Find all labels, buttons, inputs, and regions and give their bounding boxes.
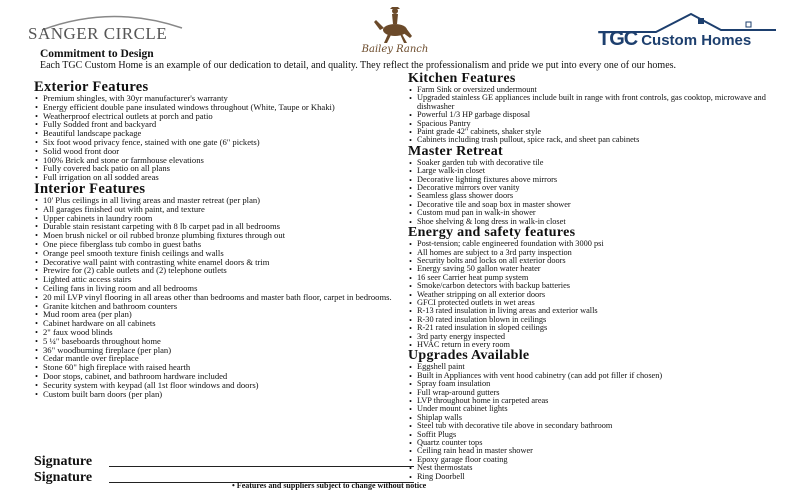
feature-item: • R-30 rated insulation blown in ceilings	[408, 316, 778, 324]
tgc-custom-homes-logo	[596, 10, 786, 50]
feature-item: • Lighted attic access stairs	[34, 275, 394, 284]
sanger-circle-logo	[28, 24, 198, 44]
section-title: Master Retreat	[408, 143, 504, 159]
feature-item: • Large walk-in closet	[408, 167, 778, 175]
feature-item: • HVAC return in every room	[408, 341, 778, 349]
feature-section	[34, 182, 394, 398]
feature-item: • Post-tension; cable engineered foundation with 3000 psi	[408, 240, 778, 248]
feature-item: • Energy saving 50 gallon water heater	[408, 265, 778, 273]
feature-item: • Upper cabinets in laundry room	[34, 214, 394, 223]
feature-item: • Solid wood front door	[34, 147, 394, 156]
feature-list	[408, 159, 778, 226]
feature-item: • Ceiling rain head in master shower	[408, 447, 778, 455]
tgc-logo-custom-homes: Custom Homes	[641, 32, 752, 49]
feature-item: • One piece fiberglass tub combo in guest baths	[34, 240, 394, 249]
section-title: Energy and safety features	[408, 225, 576, 241]
feature-item: • Farm Sink or oversized undermount	[408, 86, 778, 94]
right-column	[408, 72, 778, 481]
feature-item: • Paint grade 42" cabinets, shaker style	[408, 128, 778, 136]
feature-item: • Cabinet hardware on all cabinets	[34, 319, 394, 328]
feature-item: • Security system with keypad (all 1st floor windows and doors)	[34, 381, 394, 390]
feature-item: • Durable stain resistant carpeting with 8 lb carpet pad in all bedrooms	[34, 222, 394, 231]
feature-item: • 100% Brick and stone or farmhouse elevations	[34, 156, 394, 165]
feature-item: • Ring Doorbell	[408, 473, 778, 481]
feature-item: • GFCI protected outlets in wet areas	[408, 299, 778, 307]
commitment-body: Each TGC Custom Home is an example of our dedication to detail, and quality. They reflect the professionalism and pride we put into every one of our homes.	[40, 60, 677, 71]
feature-item: • 20 mil LVP vinyl flooring in all areas other than bedrooms and master bath floor, carpet in bedrooms.	[34, 293, 394, 302]
feature-section	[34, 80, 394, 182]
feature-item: • Decorative wall paint with contrasting white enamel doors & trim	[34, 258, 394, 267]
feature-item: • Powerful 1/3 HP garbage disposal	[408, 111, 778, 119]
feature-item: • Moen brush nickel or oil rubbed bronze plumbing fixtures through out	[34, 231, 394, 240]
feature-item: • Shiplap walls	[408, 414, 778, 422]
feature-item: • 5 ¼" baseboards throughout home	[34, 337, 394, 346]
feature-list	[408, 363, 778, 481]
bailey-ranch-logo-text: Bailey Ranch	[361, 44, 429, 55]
feature-item: • Premium shingles, with 30yr manufacturer's warranty	[34, 94, 394, 103]
left-column	[34, 80, 394, 398]
feature-item: • R-13 rated insulation in living areas and exterior walls	[408, 307, 778, 315]
feature-item: • 3rd party energy inspected	[408, 333, 778, 341]
feature-item: • 36" woodburning fireplace (per plan)	[34, 346, 394, 355]
feature-item: • 10' Plus ceilings in all living areas and master retreat (per plan)	[34, 196, 394, 205]
feature-item: • 2" faux wood blinds	[34, 328, 394, 337]
feature-section	[408, 72, 778, 145]
feature-section	[408, 145, 778, 226]
feature-item: • Soaker garden tub with decorative tile	[408, 159, 778, 167]
feature-item: • Under mount cabinet lights	[408, 405, 778, 413]
feature-item: • Nest thermostats	[408, 464, 778, 472]
sanger-circle-logo-text: SANGER CIRCLE	[28, 24, 168, 43]
feature-item: • Decorative tile and soap box in master shower	[408, 201, 778, 209]
feature-item: • Seamless glass shower doors	[408, 192, 778, 200]
feature-list	[34, 196, 394, 398]
feature-item: • Epoxy garage floor coating	[408, 456, 778, 464]
feature-item: • Quartz counter tops	[408, 439, 778, 447]
feature-item: • Full wrap-around gutters	[408, 389, 778, 397]
commitment-title: Commitment to Design	[40, 48, 154, 60]
feature-item: • Smoke/carbon detectors with backup batteries	[408, 282, 778, 290]
feature-item: • Eggshell paint	[408, 363, 778, 371]
feature-item: • Shoe shelving & long dress in walk-in closet	[408, 218, 778, 226]
feature-item: • Spray foam insulation	[408, 380, 778, 388]
feature-item: • Spacious Pantry	[408, 120, 778, 128]
feature-item: • Soffit Plugs	[408, 431, 778, 439]
horse-rider-icon	[340, 6, 450, 46]
feature-item: • Fully Sodded front and backyard	[34, 120, 394, 129]
feature-item: • Energy efficient double pane insulated windows throughout (White, Taupe or Khaki)	[34, 103, 394, 112]
feature-item: • All homes are subject to a 3rd party inspection	[408, 249, 778, 257]
feature-item: • Weather stripping on all exterior doors	[408, 291, 778, 299]
feature-item: • Fully covered back patio on all plans	[34, 164, 394, 173]
section-title: Exterior Features	[34, 79, 149, 95]
feature-item: • Built in Appliances with vent hood cabinetry (can add pot filler if chosen)	[408, 372, 778, 380]
bailey-ranch-logo	[340, 6, 450, 55]
tgc-logo-initials: TGC	[598, 28, 638, 50]
feature-item: • Full irrigation on all sodded areas	[34, 173, 394, 182]
feature-item: • Custom built barn doors (per plan)	[34, 390, 394, 399]
feature-item: • Orange peel smooth texture finish ceilings and walls	[34, 249, 394, 258]
feature-item: • Custom mud pan in walk-in shower	[408, 209, 778, 217]
feature-item: • Security bolts and locks on all exterior doors	[408, 257, 778, 265]
feature-item: • Six foot wood privacy fence, stained with one gate (6" pickets)	[34, 138, 394, 147]
signature-label: Signature	[34, 470, 93, 485]
feature-item: • LVP throughout home in carpeted areas	[408, 397, 778, 405]
commitment-block	[40, 48, 780, 71]
feature-item: • Granite kitchen and bathroom counters	[34, 302, 394, 311]
section-title: Upgrades Available	[408, 348, 530, 364]
feature-item: • Upgraded stainless GE appliances include built in range with front controls, gas cooktop, microwave and dishwasher	[408, 94, 778, 111]
section-title: Interior Features	[34, 180, 146, 197]
feature-section	[408, 226, 778, 349]
feature-item: • Cedar mantle over fireplace	[34, 354, 394, 363]
feature-item: • Mud room area (per plan)	[34, 310, 394, 319]
feature-item: • 16 seer Carrier heat pump system	[408, 274, 778, 282]
feature-item: • Ceiling fans in living room and all bedrooms	[34, 284, 394, 293]
feature-list	[34, 94, 394, 182]
feature-item: • Decorative lighting fixtures above mirrors	[408, 176, 778, 184]
feature-list	[408, 86, 778, 145]
feature-item: • R-21 rated insulation in sloped ceilings	[408, 324, 778, 332]
feature-list	[408, 240, 778, 349]
feature-item: • Beautiful landscape package	[34, 129, 394, 138]
feature-item: • All garages finished out with paint, and texture	[34, 205, 394, 214]
signature-label: Signature	[34, 454, 93, 469]
signature-underline	[109, 466, 414, 467]
feature-item: • Door stops, cabinet, and bathroom hardware included	[34, 372, 394, 381]
section-title: Kitchen Features	[408, 71, 516, 86]
feature-section	[408, 349, 778, 481]
feature-item: • Decorative mirrors over vanity	[408, 184, 778, 192]
feature-item: • Cabinets including trash pullout, spice rack, and sheet pan cabinets	[408, 136, 778, 144]
feature-item: • Steel tub with decorative tile above in secondary bathroom	[408, 422, 778, 430]
feature-item: • Prewire for (2) cable outlets and (2) telephone outlets	[34, 266, 394, 275]
feature-item: • Stone 60" high fireplace with raised hearth	[34, 363, 394, 372]
feature-item: • Weatherproof electrical outlets at porch and patio	[34, 112, 394, 121]
footnote: • Features and suppliers subject to change without notice	[232, 481, 427, 490]
